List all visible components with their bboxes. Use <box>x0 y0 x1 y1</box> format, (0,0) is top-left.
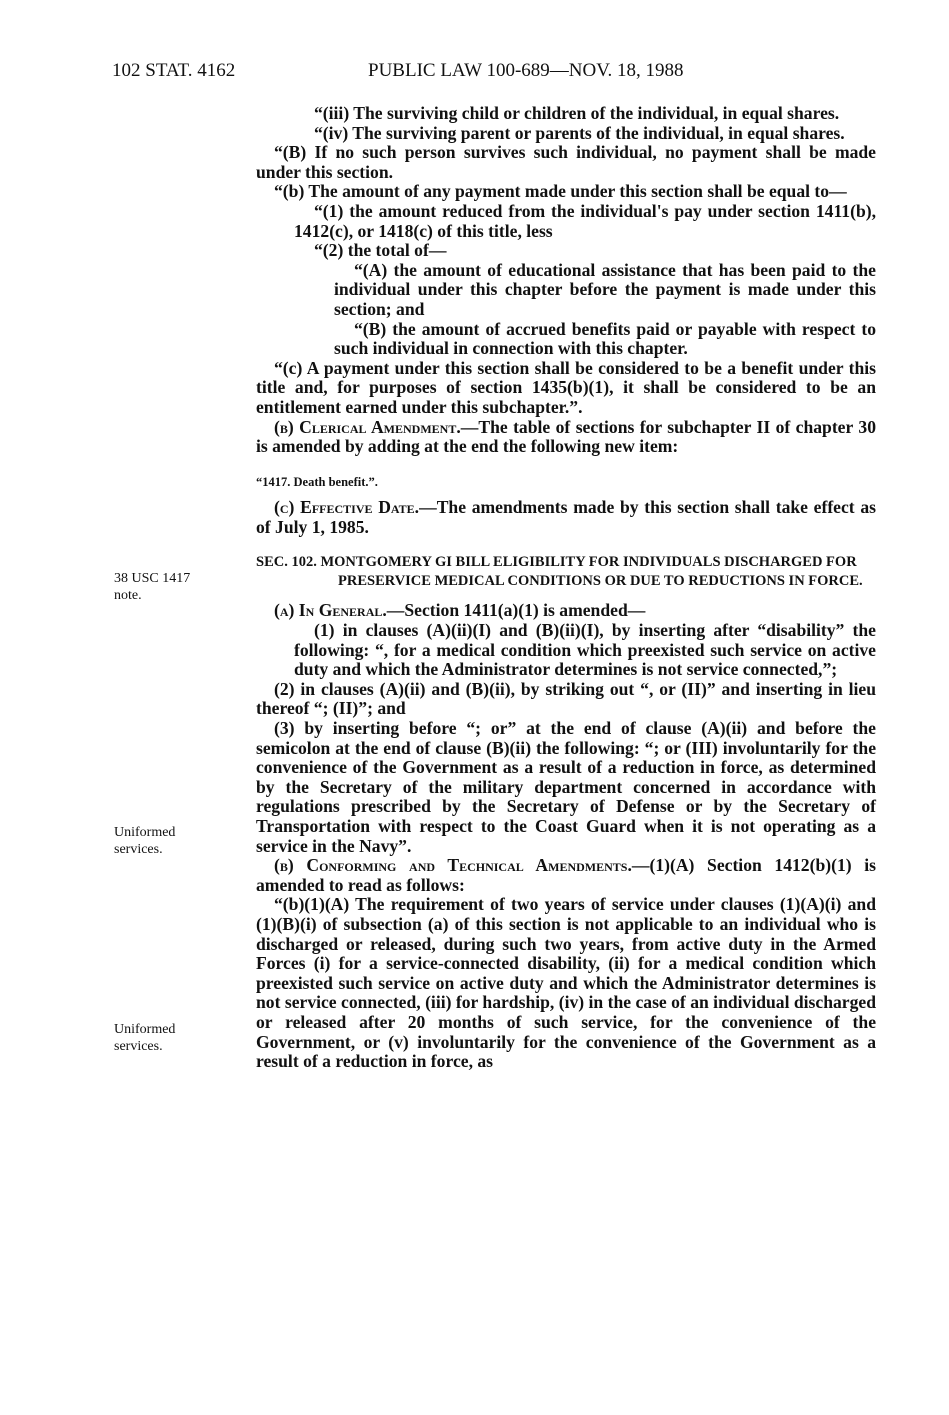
paragraph-2A: “(A) the amount of educational assistance that has been paid to the individual under this chapter before the payment is made under this section; and <box>334 259 876 319</box>
margin-note-uniformed-services-2 <box>114 1021 234 1055</box>
paragraph-in-general <box>256 601 876 621</box>
margin-note-uniformed-services-1 <box>114 824 234 858</box>
public-law-citation: PUBLIC LAW 100-689—NOV. 18, 1988 <box>368 60 684 81</box>
margin-note-line: Uniformed <box>114 825 176 840</box>
effective-date-label: (c) Effective Date. <box>274 497 420 518</box>
paragraph-2B: “(B) the amount of accrued benefits paid or payable with respect to such individual in connection with this chapter. <box>334 318 876 359</box>
paragraph-1: “(1) the amount reduced from the individual's pay under section 1411(b), 1412(c), or 1418(c) of this title, less <box>294 200 876 241</box>
margin-note-line: Uniformed <box>114 1022 176 1037</box>
document-body <box>256 104 876 1072</box>
margin-note-usc-line2: note. <box>114 588 142 603</box>
stat-page-number: 102 STAT. 4162 <box>112 60 236 81</box>
paragraph-c: “(c) A payment under this section shall be considered to be a benefit under this title and, for purposes of section 1435(b)(1), it shall be considered to be an entitlement earned under this subchapter.”. <box>256 357 876 417</box>
paragraph-iii: “(iii) The surviving child or children of the individual, in equal shares. <box>314 103 840 123</box>
clerical-amendment-text: —The table of sections for subchapter II of chapter 30 is amended by adding at the end the following new item: <box>256 416 876 457</box>
clerical-amendment-label: (b) Clerical Amendment. <box>274 416 461 437</box>
paragraph-effective-date <box>256 498 876 537</box>
effective-date-text: —The amendments made by this section shall take effect as of July 1, 1985. <box>256 497 876 537</box>
margin-note-usc-line1: 38 USC 1417 <box>114 571 191 586</box>
paragraph-2: “(2) the total of— <box>314 240 447 261</box>
amendment-clause-2: (2) in clauses (A)(ii) and (B)(ii), by striking out “, or (II)” and inserting in lieu thereof “; (II)”; and <box>256 678 876 719</box>
paragraph-b1A: “(b)(1)(A) The requirement of two years of service under clauses (1)(A)(i) and (1)(B)(i) of subsection (a) of this section is not applicable to an individual who is discharged or released, during such two years, from active duty in the Armed Forces (i) for a service-connected disability, (ii) for a medical condition which preexisted such service on active duty and which the Administrator determines is not service connected, (iii) for hardship, (iv) in the case of an individual discharged or released after 20 months of such service, for the convenience of the Government, or (v) involuntarily for the convenience of the Government as a result of a reduction in force, as <box>256 894 876 1072</box>
conforming-amendments-text: —(1)(A) Section 1412(b)(1) is amended to read as follows: <box>256 855 876 895</box>
in-general-text: —Section 1411(a)(1) is amended— <box>386 600 646 621</box>
amendment-clause-1: (1) in clauses (A)(ii)(I) and (B)(ii)(I), by inserting after “disability” the following: “, for a medical condition which preexisted such service on active duty and which the Administrator determines is not service connected,”; <box>294 620 876 680</box>
margin-note-usc <box>114 570 234 604</box>
margin-note-line: services. <box>114 1039 163 1054</box>
paragraph-B: “(B) If no such person survives such individual, no payment shall be made under this section. <box>256 142 876 182</box>
paragraph-b: “(b) The amount of any payment made under this section shall be equal to— <box>274 181 847 202</box>
in-general-label: (a) In General. <box>274 600 387 621</box>
paragraph-clerical-amendment <box>256 418 876 457</box>
margin-note-line: services. <box>114 842 163 857</box>
paragraph-iv: “(iv) The surviving parent or parents of the individual, in equal shares. <box>314 122 845 143</box>
paragraph-conforming-amendments <box>256 856 876 895</box>
conforming-amendments-label: (b) Conforming and Technical Amendments. <box>274 855 632 876</box>
page-header <box>112 60 892 88</box>
section-102-heading: SEC. 102. MONTGOMERY GI BILL ELIGIBILITY FOR INDIVIDUALS DISCHARGED FOR PRESERVICE MEDICAL CONDITIONS OR DUE TO REDUCTIONS IN FORCE. <box>256 554 863 590</box>
table-of-sections-item: “1417. Death benefit.”. <box>256 474 378 489</box>
amendment-clause-3: (3) by inserting before “; or” at the end of clause (A)(ii) and before the semicolon at the end of clause (B)(ii) the following: “; or (III) involuntarily for the convenience of the Government as a result of a reduction in force, as determined by the Secretary of the military department concerned in accordance with regulations prescribed by the Secretary of Defense or by the Secretary of Transportation with respect to the Coast Guard when it is not operating as a service in the Navy”. <box>256 718 876 856</box>
